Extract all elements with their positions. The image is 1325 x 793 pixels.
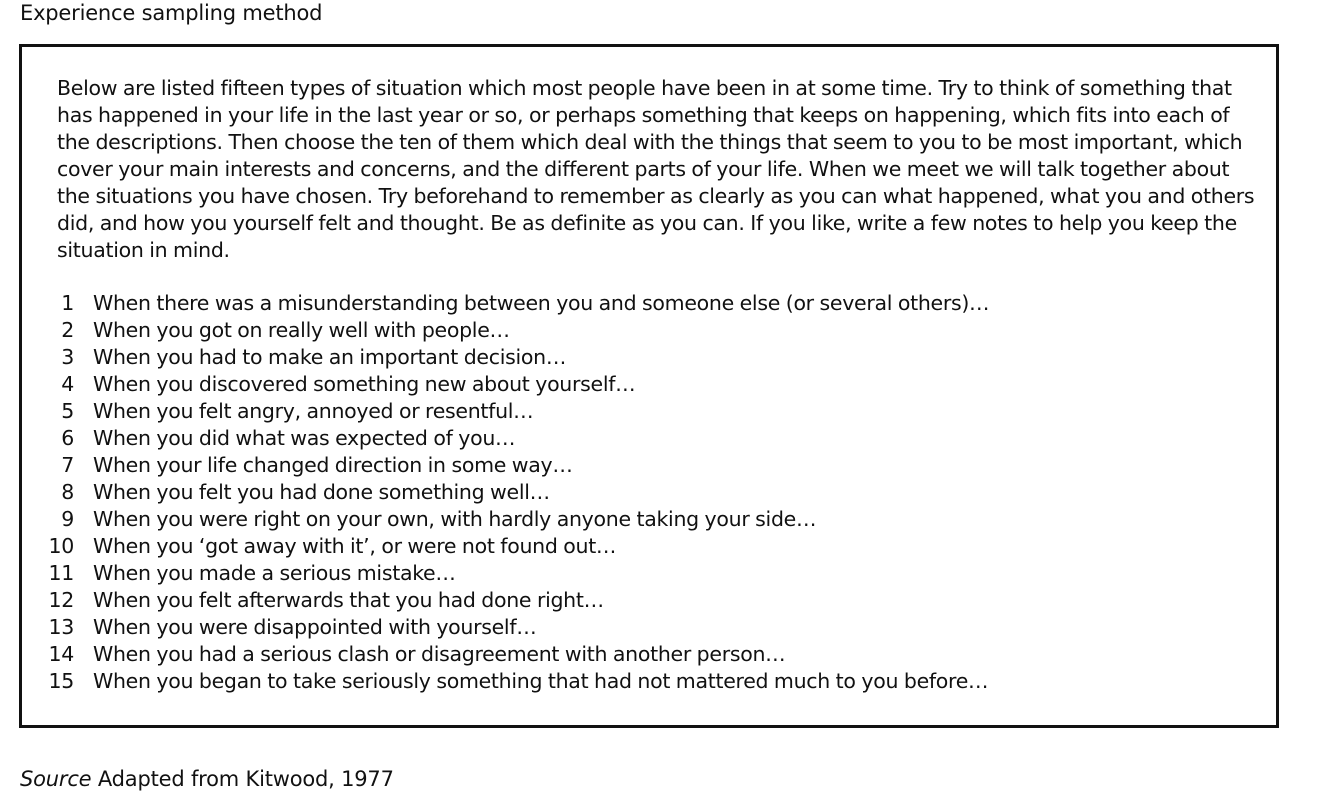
- item-text: When you were right on your own, with hardly anyone taking your side…: [93, 507, 817, 531]
- list-item: [44, 587, 989, 614]
- list-item: [44, 641, 989, 668]
- list-item: [44, 290, 989, 317]
- list-item: [44, 425, 989, 452]
- item-text: When you felt angry, annoyed or resentful…: [93, 399, 534, 423]
- list-item: [44, 560, 989, 587]
- figure-caption: Experience sampling method: [20, 1, 323, 25]
- list-item: [44, 479, 989, 506]
- list-item: [44, 668, 989, 695]
- intro-paragraph: Below are listed fifteen types of situation which most people have been in at some time. Try to think of something that has happened in your life in the last year or so, or perhaps something that keeps on happening, which fits into each of the descriptions. Then choose the ten of them which deal with the things that seem to you to be most important, which cover your main interests and concerns, and the different parts of your life. When we meet we will talk together about the situations you have chosen. Try beforehand to remember as clearly as you can what happened, what you and others did, and how you yourself felt and thought. Be as definite as you can. If you like, write a few notes to help you keep the situation in mind.: [57, 76, 1255, 262]
- list-item: [44, 398, 989, 425]
- item-number: 8: [61, 480, 74, 504]
- item-text: When you got on really well with people…: [93, 318, 510, 342]
- item-text: When you ‘got away with it’, or were not found out…: [93, 534, 617, 558]
- list-item: [44, 506, 989, 533]
- item-text: When you felt afterwards that you had done right…: [93, 588, 604, 612]
- content-box: [19, 44, 1279, 728]
- item-number: 5: [61, 399, 74, 423]
- item-number: 4: [61, 372, 74, 396]
- item-text: When your life changed direction in some way…: [93, 453, 573, 477]
- item-text: When you felt you had done something well…: [93, 480, 550, 504]
- item-number: 1: [61, 291, 74, 315]
- source-note: [20, 765, 394, 793]
- item-number: 10: [48, 534, 74, 558]
- item-text: When you did what was expected of you…: [93, 426, 516, 450]
- source-label: Source: [20, 767, 92, 791]
- item-text: When you began to take seriously something that had not mattered much to you before…: [93, 669, 989, 693]
- list-item: [44, 317, 989, 344]
- item-text: When you had to make an important decision…: [93, 345, 567, 369]
- item-number: 11: [48, 561, 74, 585]
- item-number: 7: [61, 453, 74, 477]
- item-text: When you made a serious mistake…: [93, 561, 456, 585]
- item-text: When you discovered something new about yourself…: [93, 372, 636, 396]
- item-number: 12: [48, 588, 74, 612]
- list-item: [44, 452, 989, 479]
- item-text: When you had a serious clash or disagreement with another person…: [93, 642, 786, 666]
- situation-list: [44, 290, 989, 695]
- list-item: [44, 614, 989, 641]
- list-item: [44, 371, 989, 398]
- item-text: When you were disappointed with yourself…: [93, 615, 537, 639]
- item-number: 3: [61, 345, 74, 369]
- item-number: 6: [61, 426, 74, 450]
- item-number: 14: [48, 642, 74, 666]
- item-number: 2: [61, 318, 74, 342]
- item-text: When there was a misunderstanding between you and someone else (or several others)…: [93, 291, 990, 315]
- item-number: 9: [61, 507, 74, 531]
- list-item: [44, 533, 989, 560]
- item-number: 13: [48, 615, 74, 639]
- list-item: [44, 344, 989, 371]
- source-text: Adapted from Kitwood, 1977: [91, 767, 394, 791]
- item-number: 15: [48, 669, 74, 693]
